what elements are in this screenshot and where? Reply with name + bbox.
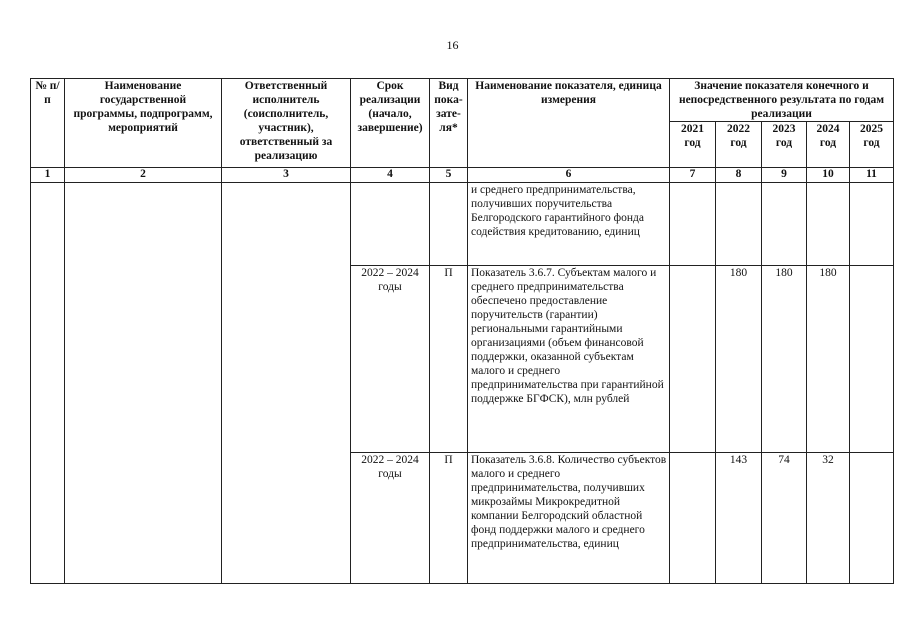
column-number: 10 xyxy=(807,168,850,183)
cell-value: 180 xyxy=(807,266,850,453)
cell-number xyxy=(31,183,65,584)
column-number-row xyxy=(31,168,894,183)
column-number: 6 xyxy=(468,168,670,183)
table-row xyxy=(31,183,894,266)
column-number: 11 xyxy=(850,168,894,183)
cell-value xyxy=(850,266,894,453)
header-year: 2023 год xyxy=(762,122,807,168)
cell-value xyxy=(670,453,716,584)
column-number: 1 xyxy=(31,168,65,183)
header-year: 2021 год xyxy=(670,122,716,168)
cell-term: 2022 – 2024 годы xyxy=(351,453,430,584)
cell-value xyxy=(850,183,894,266)
header-year: 2024 год xyxy=(807,122,850,168)
cell-indicator: Показатель 3.6.8. Количество субъектов малого и среднего предпринимательства, получивших микрозаймы Микрокредитной компании Белгородский областной фонд поддержки малого и среднего предпринимательства, единиц xyxy=(468,453,670,584)
cell-value xyxy=(670,183,716,266)
cell-term xyxy=(351,183,430,266)
header-year: 2025 год xyxy=(850,122,894,168)
column-number: 5 xyxy=(430,168,468,183)
cell-kind: П xyxy=(430,266,468,453)
cell-value: 180 xyxy=(762,266,807,453)
indicator-table xyxy=(30,78,894,584)
header-term: Срок реализации (начало, завершение) xyxy=(351,79,430,168)
cell-value xyxy=(762,183,807,266)
cell-value: 74 xyxy=(762,453,807,584)
cell-value xyxy=(716,183,762,266)
header-number: № п/п xyxy=(31,79,65,168)
column-number: 9 xyxy=(762,168,807,183)
header-values-group: Значение показателя конечного и непосредственного результата по годам реализации xyxy=(670,79,894,122)
header-executor: Ответственный исполнитель (соисполнитель, участник), ответственный за реализацию xyxy=(222,79,351,168)
cell-value: 180 xyxy=(716,266,762,453)
cell-value xyxy=(670,266,716,453)
cell-program xyxy=(65,183,222,584)
cell-value: 32 xyxy=(807,453,850,584)
header-indicator: Наименование показателя, единица измерения xyxy=(468,79,670,168)
cell-kind: П xyxy=(430,453,468,584)
cell-kind xyxy=(430,183,468,266)
cell-value xyxy=(850,453,894,584)
column-number: 4 xyxy=(351,168,430,183)
column-number: 3 xyxy=(222,168,351,183)
cell-executor xyxy=(222,183,351,584)
column-number: 2 xyxy=(65,168,222,183)
cell-indicator: и среднего предпринимательства, получивших поручительства Белгородского гарантийного фонда содействия кредитованию, единиц xyxy=(468,183,670,266)
cell-term: 2022 – 2024 годы xyxy=(351,266,430,453)
cell-indicator: Показатель 3.6.7. Субъектам малого и среднего предпринимательства обеспечено предоставление поручительств (гарантии) региональными гарантийными организациями (объем финансовой поддержки, оказанной субъектам малого и среднего предпринимательства при гарантийной поддержке БГФСК), млн рублей xyxy=(468,266,670,453)
header-year: 2022 год xyxy=(716,122,762,168)
column-number: 8 xyxy=(716,168,762,183)
cell-value xyxy=(807,183,850,266)
column-number: 7 xyxy=(670,168,716,183)
header-kind: Вид пока-зате-ля* xyxy=(430,79,468,168)
cell-value: 143 xyxy=(716,453,762,584)
header-program: Наименование государственной программы, подпрограмм, мероприятий xyxy=(65,79,222,168)
page-number: 16 xyxy=(446,38,459,52)
